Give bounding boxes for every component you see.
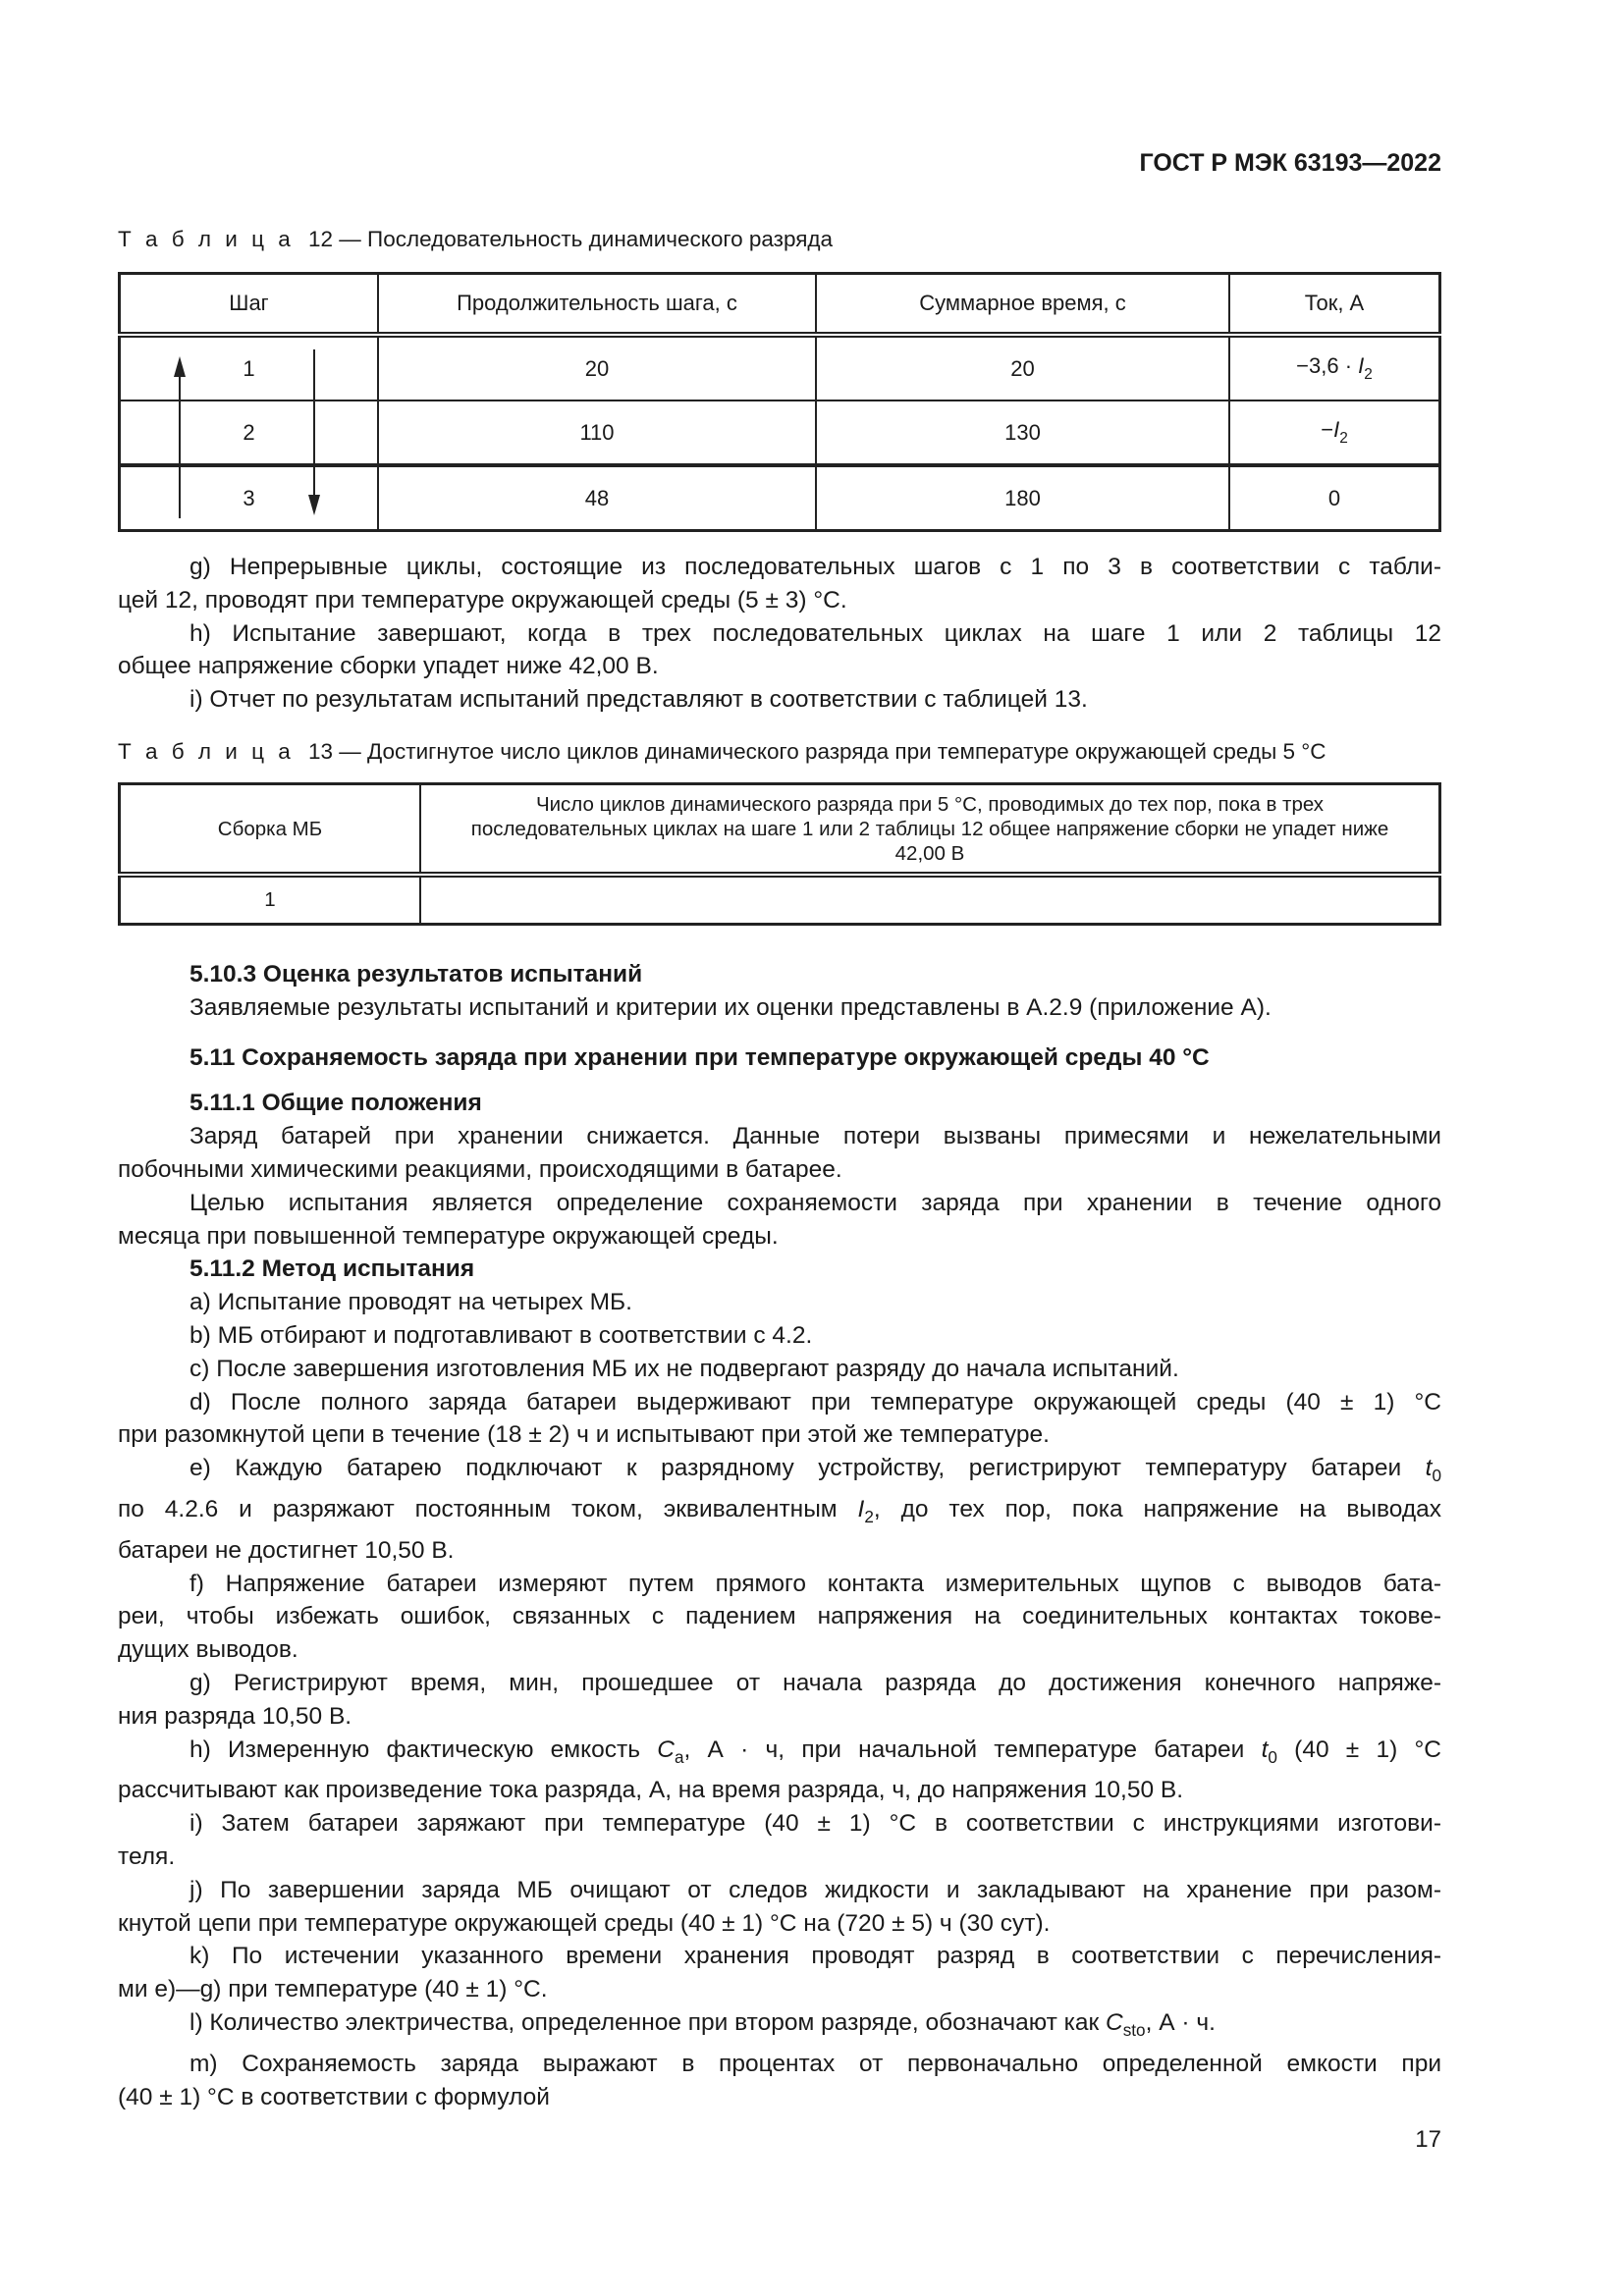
text-run: (40 ± 1) °С (1276, 1735, 1441, 1763)
paragraph (118, 2006, 1441, 2048)
text-line (118, 1319, 1441, 1353)
cell-duration: 20 (378, 335, 816, 400)
text-line (118, 1700, 1441, 1734)
table-13 (118, 782, 1441, 926)
paragraph (118, 1319, 1441, 1353)
text-line (118, 1286, 1441, 1319)
document-header: ГОСТ Р МЭК 63193—2022 (1139, 149, 1441, 177)
text-line (118, 1253, 1441, 1286)
text-line (118, 1940, 1441, 1973)
text-run: h) Измеренную фактическую емкость (189, 1735, 658, 1763)
text-run: a) Испытание проводят на четырех МБ. (189, 1289, 632, 1316)
table12-caption (118, 227, 833, 252)
text-line (118, 2006, 1441, 2048)
text-line (118, 1153, 1441, 1187)
current-sub: 2 (1364, 366, 1373, 383)
cell-step: 1 (120, 335, 379, 400)
text-run: батареи не достигнет 10,50 В. (118, 1536, 455, 1564)
text-run: цей 12, проводят при температуре окружающей среды (5 ± 3) °С. (118, 586, 847, 614)
text-run: при разомкнутой цепи в течение (18 ± 2) ч и испытывают при этой же температуре. (118, 1421, 1050, 1449)
section-a (118, 551, 1441, 717)
section-heading (118, 1087, 1441, 1120)
text-run: , А · ч, при начальной температуре батареи (683, 1735, 1262, 1763)
text-run: g) Непрерывные циклы, состоящие из последовательных шагов с 1 по 3 в соответствии с табли- (189, 554, 1441, 580)
text-run: ми е)—g) при температуре (40 ± 1) °С. (118, 1976, 548, 2003)
text-line (118, 584, 1441, 617)
col-header-assembly: Сборка МБ (120, 784, 421, 876)
table-row (120, 465, 1440, 531)
text-line (118, 2081, 1441, 2114)
text-line (118, 1667, 1441, 1700)
paragraph (118, 1120, 1441, 1187)
text-run: дущих выводов. (118, 1636, 298, 1664)
caption-label: Т а б л и ц а (118, 739, 295, 764)
text-run: m) Сохраняемость заряда выражают в процентах от первоначально определенной емкости при (189, 2050, 1441, 2077)
section-heading (118, 1253, 1441, 1286)
text-line (118, 650, 1441, 683)
page-number: 17 (1415, 2126, 1441, 2153)
col-header-cycles: Число циклов динамического разряда при 5 °С, проводимых до тех пор, пока в трех последовательных циклах на шаге 1 или 2 таблицы 12 общее напряжение сборки не упадет ниже 42,00 В (420, 784, 1440, 876)
table-row (120, 875, 1440, 925)
cell-step: 3 (120, 465, 379, 531)
text-run: l) Количество электричества, определенное при втором разряде, обозначают как (189, 2008, 1107, 2036)
text-line (118, 1386, 1441, 1419)
paragraph (118, 617, 1441, 684)
text-run: реи, чтобы избежать ошибок, связанных с падением напряжения на соединительных контактах токове- (118, 1603, 1441, 1630)
table-header-row (120, 274, 1440, 336)
caption-text: 13 — Достигнутое число циклов динамического разряда при температуре окружающей среды 5 °С (308, 739, 1326, 764)
cell-assembly: 1 (120, 875, 421, 925)
variable-symbol: I (857, 1495, 865, 1522)
text-line (118, 958, 1441, 991)
text-run: теля. (118, 1842, 176, 1870)
text-line (118, 1600, 1441, 1633)
paragraph (118, 1187, 1441, 1254)
current-var: I (1333, 417, 1340, 442)
text-run: f) Напряжение батареи измеряют путем прямого контакта измерительных щупов с выводов бата- (189, 1570, 1441, 1597)
text-run: , А · ч. (1145, 2008, 1216, 2036)
text-run: 5.11.2 Метод испытания (189, 1255, 475, 1283)
paragraph (118, 1940, 1441, 2006)
table-row (120, 400, 1440, 465)
text-run: e) Каждую батарею подключают к разрядному устройству, регистрируют температуру батареи (189, 1455, 1426, 1482)
cell-current: 0 (1229, 465, 1440, 531)
text-run: Целью испытания является определение сохраняемости заряда при хранении в течение одного (189, 1189, 1441, 1216)
text-run: 5.11.1 Общие положения (189, 1090, 482, 1117)
text-line (118, 1807, 1441, 1841)
current-prefix: − (1321, 417, 1334, 442)
cell-current (1229, 400, 1440, 465)
text-run: кнутой цепи при температуре окружающей среды (40 ± 1) °С на (720 ± 5) ч (30 сут). (118, 1909, 1051, 1937)
text-run: Заявляемые результаты испытаний и критерии их оценки представлены в А.2.9 (приложение А). (189, 993, 1272, 1021)
current-var: I (1358, 353, 1365, 378)
cell-current (1229, 335, 1440, 400)
text-run: общее напряжение сборки упадет ниже 42,00 В. (118, 653, 659, 680)
text-line (118, 1120, 1441, 1153)
table-header-row (120, 784, 1440, 876)
text-run: (40 ± 1) °С в соответствии с формулой (118, 2083, 550, 2110)
paragraph (118, 1734, 1441, 1808)
text-line (118, 1633, 1441, 1667)
text-line (118, 1534, 1441, 1568)
subscript: 0 (1268, 1746, 1277, 1767)
col-header-total-time: Суммарное время, с (816, 274, 1229, 336)
text-line (118, 991, 1441, 1025)
variable-symbol: t (1261, 1735, 1269, 1763)
text-line (118, 683, 1441, 717)
paragraph (118, 1386, 1441, 1453)
section-heading (118, 958, 1441, 991)
col-header-step: Шаг (120, 274, 379, 336)
text-line (118, 1973, 1441, 2006)
cell-step: 2 (120, 400, 379, 465)
text-line (118, 1493, 1441, 1534)
cell-total: 130 (816, 400, 1229, 465)
paragraph (118, 683, 1441, 717)
section-b (118, 958, 1441, 2113)
text-line (118, 1041, 1441, 1075)
paragraph (118, 1452, 1441, 1567)
text-run: b) МБ отбирают и подготавливают в соответствии с 4.2. (189, 1321, 813, 1349)
text-line (118, 1874, 1441, 1907)
paragraph (118, 1667, 1441, 1734)
text-line (118, 1220, 1441, 1254)
variable-symbol: C (1106, 2008, 1123, 2036)
text-run: c) После завершения изготовления МБ их не подвергают разряду до начала испытаний. (189, 1355, 1179, 1382)
current-prefix: −3,6 · (1296, 353, 1359, 378)
text-line (118, 1734, 1441, 1775)
section-heading (118, 1041, 1441, 1075)
text-line (118, 1568, 1441, 1601)
text-run: рассчитывают как произведение тока разряда, А, на время разряда, ч, до напряжения 10,50 В. (118, 1777, 1184, 1804)
paragraph (118, 1353, 1441, 1386)
paragraph (118, 2048, 1441, 2114)
variable-symbol: t (1425, 1455, 1433, 1482)
text-run: 5.10.3 Оценка результатов испытаний (189, 961, 643, 988)
cell-total: 180 (816, 465, 1229, 531)
text-run: h) Испытание завершают, когда в трех последовательных циклах на шаге 1 или 2 таблицы 12 (189, 619, 1441, 647)
cell-duration: 48 (378, 465, 816, 531)
cell-total: 20 (816, 335, 1229, 400)
paragraph (118, 1286, 1441, 1319)
text-run: d) После полного заряда батареи выдерживают при температуре окружающей среды (40 ± 1) °С (189, 1388, 1441, 1415)
subscript: a (674, 1746, 684, 1767)
table-12 (118, 272, 1441, 532)
text-line (118, 1452, 1441, 1493)
text-run: j) По завершении заряда МБ очищают от следов жидкости и закладывают на хранение при разом- (189, 1876, 1441, 1903)
text-run: ния разряда 10,50 В. (118, 1702, 352, 1730)
table-row (120, 335, 1440, 400)
current-sub: 2 (1339, 430, 1348, 447)
text-line (118, 1907, 1441, 1941)
text-line (118, 1418, 1441, 1452)
text-run: Заряд батарей при хранении снижается. Данные потери вызваны примесями и нежелательными (189, 1123, 1441, 1150)
paragraph (118, 1874, 1441, 1941)
text-line (118, 1774, 1441, 1807)
text-run: k) По истечении указанного времени хранения проводят разряд в соответствии с перечисления- (189, 1943, 1441, 1970)
text-line (118, 1087, 1441, 1120)
text-run: i) Затем батареи заряжают при температуре (40 ± 1) °С в соответствии с инструкциями изготови- (189, 1810, 1441, 1838)
text-run: i) Отчет по результатам испытаний представляют в соответствии с таблицей 13. (189, 686, 1088, 714)
cell-duration: 110 (378, 400, 816, 465)
paragraph (118, 1568, 1441, 1667)
text-run: , до тех пор, пока напряжение на выводах (873, 1495, 1441, 1522)
subscript: sto (1122, 2019, 1146, 2040)
subscript: 2 (864, 1506, 874, 1526)
caption-text: 12 — Последовательность динамического разряда (308, 227, 834, 251)
subscript: 0 (1432, 1466, 1441, 1486)
cell-cycles[interactable] (420, 875, 1440, 925)
text-run: 5.11 Сохраняемость заряда при хранении при температуре окружающей среды 40 °С (189, 1043, 1210, 1071)
text-line (118, 2048, 1441, 2081)
text-line (118, 1353, 1441, 1386)
variable-symbol: C (657, 1735, 675, 1763)
text-line (118, 551, 1441, 584)
text-run: по 4.2.6 и разряжают постоянным током, эквивалентным (118, 1495, 858, 1522)
paragraph (118, 1807, 1441, 1874)
text-line (118, 1841, 1441, 1874)
text-run: побочными химическими реакциями, происходящими в батарее. (118, 1155, 842, 1183)
paragraph (118, 991, 1441, 1025)
text-run: месяца при повышенной температуре окружающей среды. (118, 1222, 779, 1250)
paragraph (118, 551, 1441, 617)
table13-caption (118, 739, 1326, 765)
caption-label: Т а б л и ц а (118, 227, 295, 251)
text-run: g) Регистрируют время, мин, прошедшее от начала разряда до достижения конечного напряже- (189, 1669, 1441, 1696)
text-line (118, 617, 1441, 651)
col-header-current: Ток, А (1229, 274, 1440, 336)
col-header-duration: Продолжительность шага, с (378, 274, 816, 336)
text-line (118, 1187, 1441, 1220)
